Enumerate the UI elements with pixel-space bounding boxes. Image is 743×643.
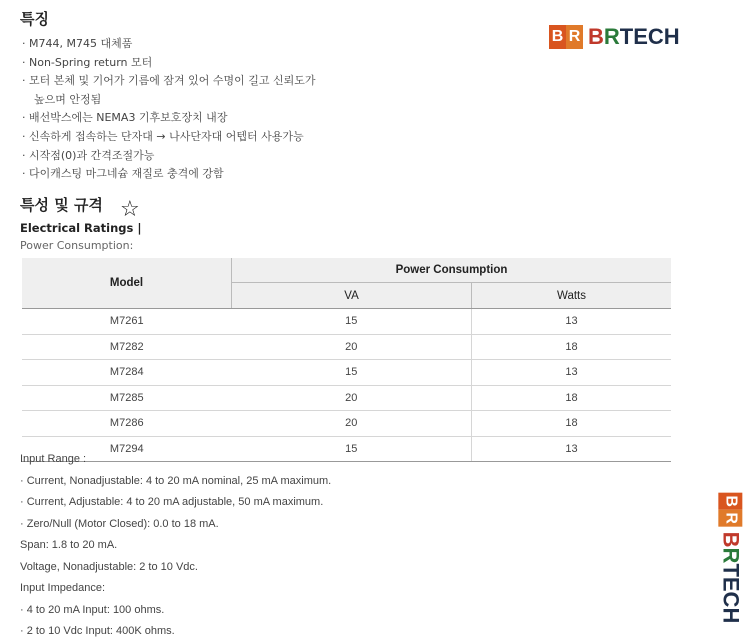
logo-wordmark: BRTECH (588, 24, 680, 49)
cell-model: M7294 (22, 436, 232, 462)
cell-va: 20 (232, 385, 472, 411)
feature-item: · Non-Spring return 모터 (22, 55, 153, 69)
star-icon: ☆ (120, 197, 140, 222)
cell-model: M7261 (22, 309, 232, 335)
note-line: Input Range : (20, 453, 87, 465)
brtech-logo-vertical (717, 493, 743, 624)
cell-watts: 18 (472, 411, 672, 437)
power-consumption-caption: Power Consumption: (20, 239, 134, 252)
cell-va: 20 (232, 411, 472, 437)
note-line: Span: 1.8 to 20 mA. (20, 539, 118, 551)
cell-model: M7282 (22, 334, 232, 360)
input-specs-notes (20, 449, 331, 643)
feature-item: · 모터 본체 및 기어가 기름에 잠겨 있어 수명이 길고 신뢰도가 (22, 74, 316, 88)
logo-wordmark: BRTECH (718, 531, 743, 624)
cell-watts: 18 (472, 334, 672, 360)
cell-va: 15 (232, 360, 472, 386)
col-header-watts: Watts (472, 283, 672, 309)
table-row (22, 309, 671, 335)
cell-model: M7284 (22, 360, 232, 386)
col-header-model: Model (22, 258, 232, 309)
table-row (22, 411, 671, 437)
electrical-ratings-subheading: Electrical Ratings | (20, 221, 142, 235)
table-row (22, 334, 671, 360)
note-line: · 4 to 20 mA Input: 100 ohms. (20, 603, 165, 616)
feature-item: · 시작점(0)과 간격조절가능 (22, 148, 155, 162)
feature-item: 높으며 안정됨 (34, 92, 102, 106)
note-line: · Current, Adjustable: 4 to 20 mA adjustable, 50 mA maximum. (20, 496, 324, 508)
cell-va: 20 (232, 334, 472, 360)
power-consumption-table (22, 258, 671, 462)
cell-watts: 18 (472, 385, 672, 411)
brtech-logo (549, 24, 680, 50)
col-header-va: VA (232, 283, 472, 309)
note-line: · 2 to 10 Vdc Input: 400K ohms. (20, 625, 175, 637)
features-heading: 특징 (20, 10, 49, 28)
table-row (22, 385, 671, 411)
feature-item: · 다이캐스팅 마그네슘 재질로 충격에 강함 (22, 167, 224, 181)
specs-heading: 특성 및 규격 (20, 196, 103, 214)
features-list (22, 35, 315, 184)
note-line: · Zero/Null (Motor Closed): 0.0 to 18 mA. (20, 517, 219, 530)
note-line: Input Impedance: (20, 582, 106, 594)
cell-watts: 13 (472, 309, 672, 335)
feature-item: · 신속하게 접속하는 단자대 → 나사단자대 어텝터 사용가능 (22, 129, 304, 143)
cell-watts: 13 (472, 436, 672, 462)
feature-item: · M744, M745 대체품 (22, 37, 133, 50)
cell-va: 15 (232, 309, 472, 335)
cell-va: 15 (232, 436, 472, 462)
note-line: Voltage, Nonadjustable: 2 to 10 Vdc. (20, 560, 198, 573)
logo-box-b: B (718, 493, 742, 510)
col-header-power-consumption: Power Consumption (232, 258, 672, 283)
logo-box-r: R (718, 510, 742, 527)
table-row (22, 360, 671, 386)
cell-model: M7285 (22, 385, 232, 411)
logo-box-r: R (566, 25, 583, 49)
cell-model: M7286 (22, 411, 232, 437)
note-line: · Current, Nonadjustable: 4 to 20 mA nominal, 25 mA maximum. (20, 474, 332, 487)
logo-box-b: B (549, 25, 566, 49)
feature-item: · 배선박스에는 NEMA3 기후보호장치 내장 (22, 111, 228, 125)
cell-watts: 13 (472, 360, 672, 386)
